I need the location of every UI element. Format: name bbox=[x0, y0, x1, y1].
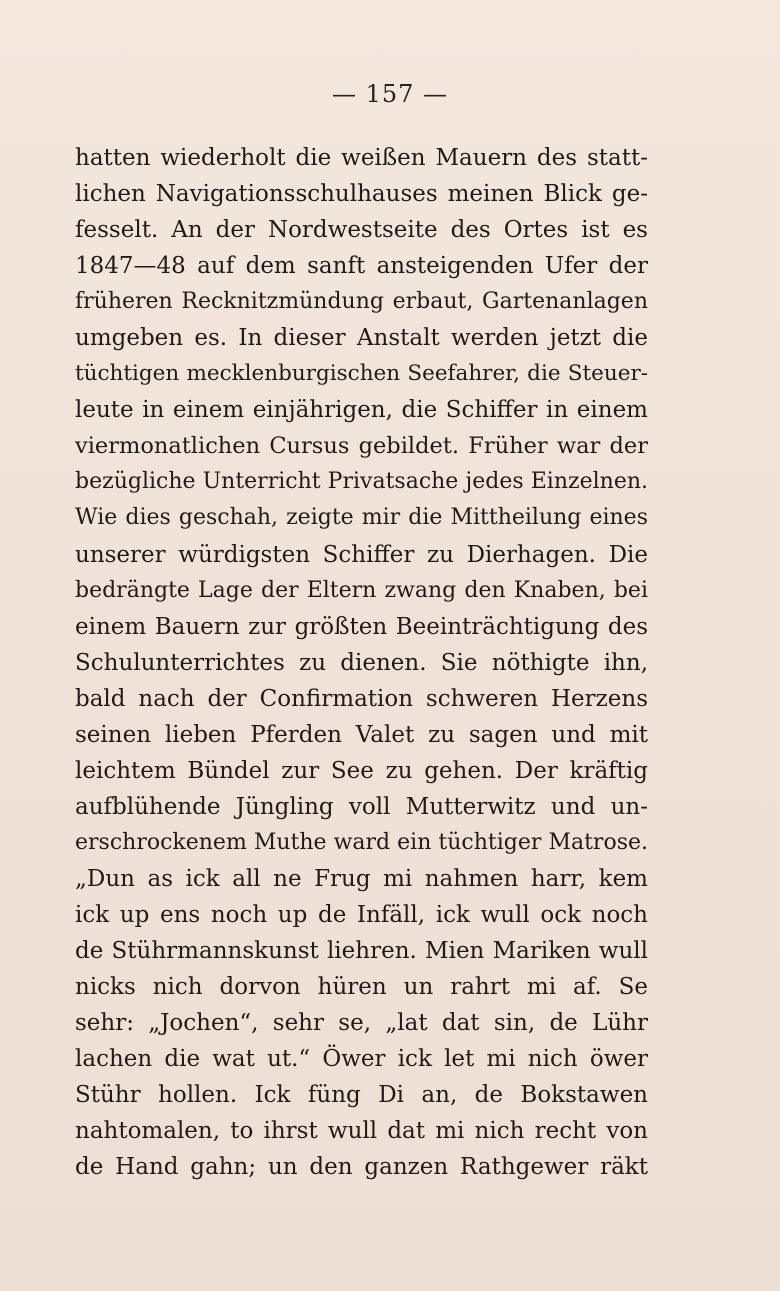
text-line: ick up ens noch up de Infäll, ick wull ock noch bbox=[75, 901, 648, 928]
text-line: erschrockenem Muthe ward ein tüchtiger Matrose. bbox=[75, 829, 648, 855]
text-line: sehr: „Jochen“, sehr se, „lat dat sin, de Lühr bbox=[75, 1010, 648, 1037]
page-number: — 157 — bbox=[331, 80, 449, 108]
text-line: nahtomalen, to ihrst wull dat mi nich recht von bbox=[75, 1118, 648, 1145]
text-line: aufblühende Jüngling voll Mutterwitz und un- bbox=[75, 793, 648, 820]
text-line: bedrängte Lage der Eltern zwang den Knaben, bei bbox=[75, 577, 648, 603]
text-line: hatten wiederholt die weißen Mauern des statt- bbox=[75, 145, 648, 171]
text-line: 1847—48 auf dem sanft ansteigenden Ufer der bbox=[75, 253, 648, 280]
text-line: lichen Navigationsschulhauses meinen Blick ge- bbox=[75, 181, 648, 208]
text-line: leute in einem einjährigen, die Schiffer in einem bbox=[75, 397, 648, 424]
text-line: bald nach der Confirmation schweren Herzens bbox=[75, 685, 648, 712]
text-line: viermonatlichen Cursus gebildet. Früher war der bbox=[75, 433, 648, 460]
text-line: nicks nich dorvon hüren un rahrt mi af. Se bbox=[75, 974, 648, 1001]
text-line: einem Bauern zur größten Beeinträchtigung des bbox=[75, 613, 648, 640]
text-line: de Hand gahn; un den ganzen Rathgewer räkt bbox=[75, 1154, 648, 1181]
text-line: früheren Recknitzmündung erbaut, Gartenanlagen bbox=[75, 289, 648, 315]
text-line: fesselt. An der Nordwestseite des Ortes ist es bbox=[75, 217, 648, 244]
text-line: Stühr hollen. Ick füng Di an, de Bokstawen bbox=[75, 1082, 648, 1109]
text-line: seinen lieben Pferden Valet zu sagen und mit bbox=[75, 721, 648, 748]
text-line: bezügliche Unterricht Privatsache jedes Einzelnen. bbox=[75, 469, 648, 495]
text-line: tüchtigen mecklenburgischen Seefahrer, die Steuer- bbox=[75, 361, 648, 387]
text-line: de Stührmannskunst liehren. Mien Mariken wull bbox=[75, 938, 648, 965]
text-line: leichtem Bündel zur See zu gehen. Der kräftig bbox=[75, 757, 648, 784]
text-line: unserer würdigsten Schiffer zu Dierhagen. Die bbox=[75, 541, 648, 568]
text-line: umgeben es. In dieser Anstalt werden jetzt die bbox=[75, 325, 648, 352]
text-line: Wie dies geschah, zeigte mir die Mittheilung eines bbox=[75, 505, 648, 531]
body-text bbox=[75, 140, 648, 1185]
text-line: „Dun as ick all ne Frug mi nahmen harr, kem bbox=[75, 865, 648, 892]
text-line: lachen die wat ut.“ Öwer ick let mi nich öwer bbox=[75, 1046, 648, 1073]
text-line: Schulunterrichtes zu dienen. Sie nöthigte ihn, bbox=[75, 649, 648, 676]
